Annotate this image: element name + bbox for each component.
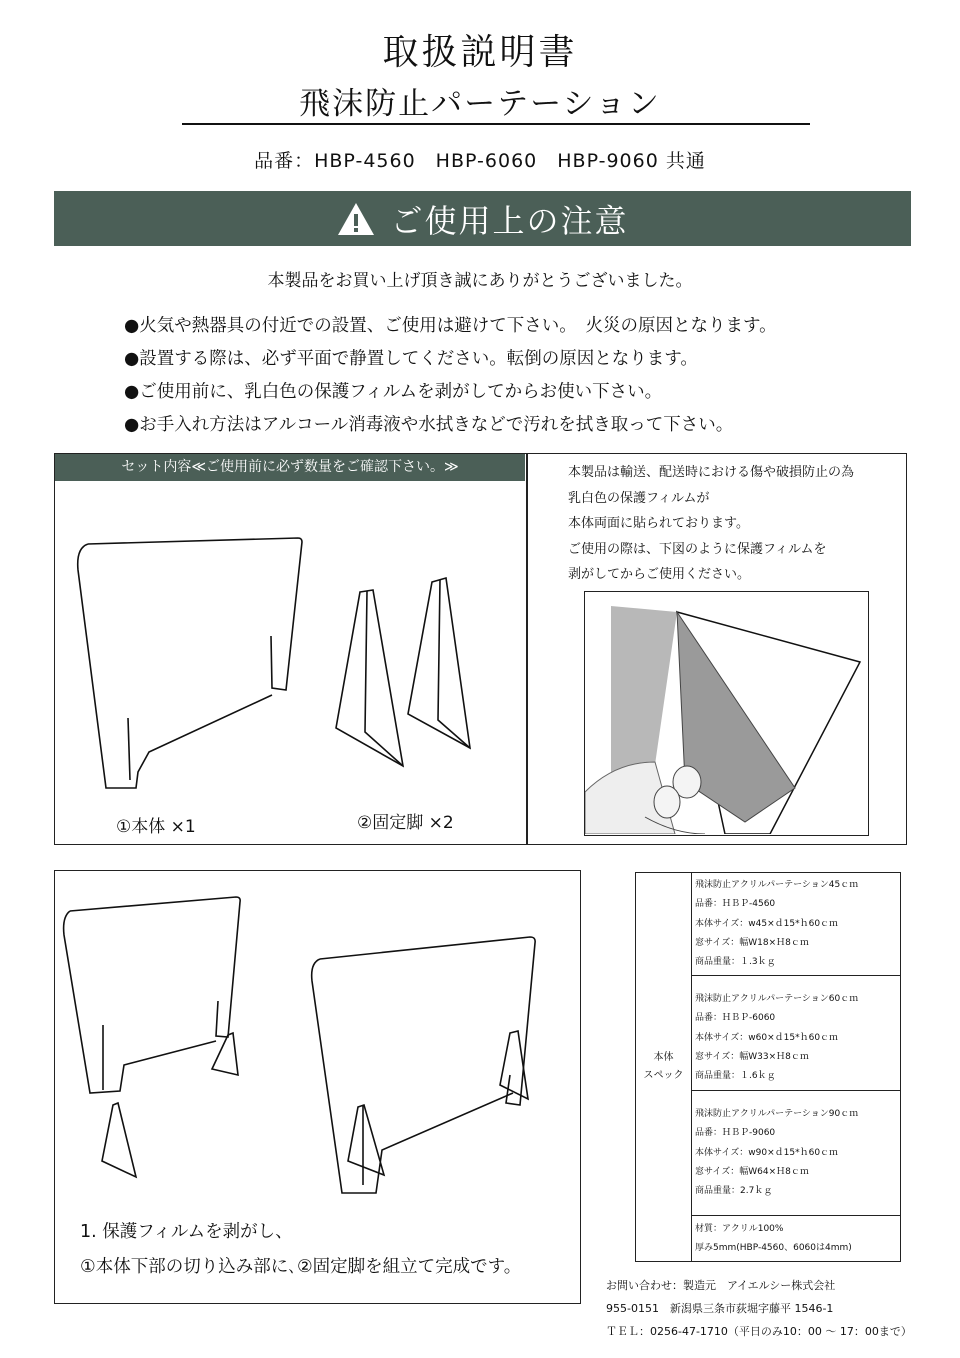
spec-block-material — [693, 1220, 903, 1259]
caution-banner — [54, 191, 911, 246]
stand-drawing-2 — [408, 578, 470, 748]
spec-label-line: 本体 — [653, 1052, 674, 1063]
caution-item: ●ご使用前に、乳白色の保護フィルムを剥がしてからお使い下さい。 — [124, 382, 663, 402]
film-note-line: 本体両面に貼られております。 — [568, 516, 749, 531]
model-numbers: 品番：HBP-4560 HBP-6060 HBP-9060 共通 — [254, 150, 706, 172]
film-peeling-photo — [584, 591, 869, 836]
spec-line: 品番：ＨＢＰ-6060 — [695, 1013, 776, 1024]
large-partition-drawing — [312, 937, 535, 1193]
spec-line: 本体サイズ：w90×ｄ15*ｈ60ｃｍ — [695, 1147, 839, 1158]
product-name: 飛沫防止パーテーション — [299, 86, 661, 122]
spec-line: 窓サイズ：幅W33×Ｈ8ｃｍ — [695, 1051, 809, 1062]
assembly-instructions — [80, 1215, 521, 1285]
spec-line: 厚み5mm(HBP-4560、6060は4mm) — [695, 1243, 852, 1254]
spec-block-90 — [693, 1105, 903, 1201]
spec-line: 品番：ＨＢＰ-4560 — [695, 899, 776, 910]
spec-label — [636, 873, 692, 1261]
thanks-message: 本製品をお買い上げ頂き誠にありがとうございました。 — [267, 271, 693, 291]
set-contents-header: セット内容≪ご使用前に必ず数量をご確認下さい。≫ — [55, 454, 525, 481]
spec-line: 本体サイズ：w60×ｄ15*ｈ60ｃｍ — [695, 1032, 839, 1043]
spec-label-line: スペック — [643, 1070, 684, 1081]
film-note-line: 本製品は輸送、配送時における傷や破損防止の為 — [568, 465, 855, 480]
spec-block-45 — [693, 876, 903, 972]
assembly-step: 1. 保護フィルムを剥がし、 — [80, 1222, 293, 1242]
page-title: 取扱説明書 — [382, 32, 578, 73]
part-2-caption: ②固定脚 ×2 — [357, 813, 454, 833]
spec-line: 材質：アクリル100% — [695, 1224, 784, 1234]
part-1-caption: ①本体 ×1 — [116, 817, 196, 837]
parts-illustration — [60, 520, 520, 820]
film-note-line: 乳白色の保護フィルムが — [568, 490, 710, 506]
caution-item: ●設置する際は、必ず平面で静置してください。転倒の原因となります。 — [124, 349, 698, 369]
spec-divider — [692, 975, 901, 976]
contact-line: 955-0151 新潟県三条市荻堀字藤平 1546-1 — [606, 1302, 834, 1315]
partition-body-drawing — [78, 538, 302, 788]
contact-info — [606, 1274, 912, 1343]
contact-line: ＴＥＬ：0256-47-1710（平日のみ10：00 ～ 17：00まで） — [606, 1325, 912, 1338]
spec-line: 飛沫防止アクリルパーテーション90ｃｍ — [695, 1109, 859, 1119]
spec-divider — [692, 1090, 901, 1091]
spec-block-60 — [693, 990, 903, 1086]
contact-line: お問い合わせ：製造元 アイエルシー株式会社 — [606, 1279, 836, 1292]
set-box-divider — [526, 453, 528, 845]
spec-line: 窓サイズ：幅W18×Ｈ8ｃｍ — [695, 937, 809, 948]
film-note-line: ご使用の際は、下図のように保護フィルムを — [568, 541, 827, 557]
assembly-step: ①本体下部の切り込み部に､②固定脚を組立て完成です。 — [80, 1257, 522, 1277]
small-stand-drawing — [102, 1033, 238, 1177]
warning-triangle-icon — [336, 201, 376, 237]
film-note — [568, 460, 854, 588]
spec-line: 商品重量：2.7ｋｇ — [695, 1186, 773, 1197]
spec-divider — [692, 1215, 901, 1216]
spec-line: 商品重量：１.3ｋｇ — [695, 957, 776, 968]
film-note-line: 剥がしてからご使用ください。 — [568, 567, 751, 582]
caution-banner-text: ご使用上の注意 — [390, 201, 629, 240]
spec-line: 品番：ＨＢＰ-9060 — [695, 1128, 776, 1139]
spec-line: 窓サイズ：幅W64×Ｈ8ｃｍ — [695, 1166, 809, 1177]
large-stand-drawing — [348, 1031, 528, 1175]
spec-line: 商品重量：１.6ｋｇ — [695, 1071, 776, 1082]
spec-line: 本体サイズ：w45×ｄ15*ｈ60ｃｍ — [695, 918, 839, 929]
spec-line: 飛沫防止アクリルパーテーション60ｃｍ — [695, 994, 859, 1004]
title-divider — [182, 123, 810, 125]
assembly-illustration — [58, 885, 558, 1203]
caution-item: ●お手入れ方法はアルコール消毒液や水拭きなどで汚れを拭き取って下さい。 — [124, 415, 734, 435]
caution-item: ●火気や熱器具の付近での設置、ご使用は避けて下さい。 火災の原因となります。 — [124, 316, 777, 336]
caution-list — [124, 310, 777, 442]
stand-drawing-1 — [336, 590, 403, 766]
spec-line: 飛沫防止アクリルパーテーション45ｃｍ — [695, 880, 859, 890]
